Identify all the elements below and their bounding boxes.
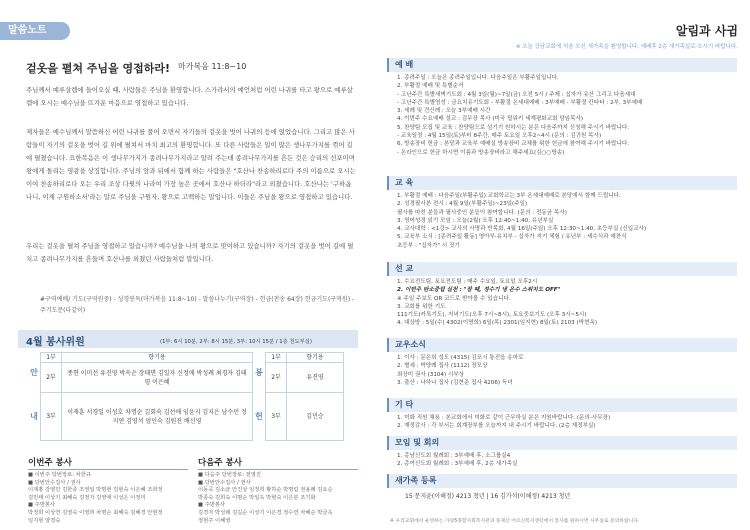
list-item: ■ 주방봉사 — [28, 502, 56, 509]
section-body — [397, 74, 737, 157]
section-meetings — [387, 436, 737, 469]
list-item: 이동곡 김소균 안진상 임정희 황하순 박명림 권용례 김요순 — [198, 487, 333, 494]
list-item: 4. 이번주 수요예배 설교 : 김무장 목사 (미국 털워키 세계평화교회 담임목사) — [397, 116, 584, 123]
sermon-title: 겉옷을 펼쳐 주님을 영접하라! — [26, 62, 171, 75]
list-item: 4. 대상방 : 5일(수) 4302(이명희) 6일(목) 2301(임지현) 8일(토) 2103 (박현옥) — [397, 320, 598, 327]
section-education — [387, 176, 737, 250]
side-label: 헌 — [253, 393, 266, 441]
section-heading: 교우소식 — [387, 338, 737, 352]
duty-table — [28, 352, 344, 441]
section-new-members — [387, 474, 737, 500]
table-cell: 1부 — [266, 353, 287, 363]
list-item: 1. 이사 : 문은희 성도 (4315) 김포시 통진읍 옹마로 — [397, 355, 524, 361]
cell-worship-order: #구역예배/ 기도(구역원중) - 성경봉독(마가복음 11:8~10) - 말씀나누기(구역장) - 헌금(찬송 64장) 헌금기도(구역원) - 주기도문(다같이) — [40, 296, 355, 314]
list-item: 김민태 이상기 최혜숙 김정자 김영애 이성은 이정미 — [28, 494, 146, 501]
list-item: ■ 다음주 당번장로: 전영진 — [198, 472, 262, 478]
list-item: ■ 이번주 당번장로: 차한규 — [28, 472, 92, 478]
list-item: 박종숙 김희숙 이명순 박일옥 박현숙 이은분 조기화 — [198, 494, 316, 501]
list-item: - 온라인으로 헌금 하시면 이름과 방송장비라고 해주세요(김○○방송) — [397, 149, 565, 156]
list-item: 필사를 마친 분들과 필사중인 분들이 참여합니다. (문의 : 전동균 목사) — [397, 209, 567, 216]
list-item: 최상미 권사 (3104) 시부상 — [397, 371, 465, 378]
this-week-list — [28, 472, 193, 525]
section-body — [397, 414, 737, 431]
list-item: 임지현 양경숙 — [28, 517, 61, 524]
section-heading: 교 육 — [387, 176, 737, 190]
list-item: 2. 성경필사본 전시 : 4월 9일(부활주일)~23일(주일) — [397, 201, 528, 208]
sermon-paragraph-1: 주님께서 예루살렘에 들어오실 때, 사람들은 주님을 환영합니다. 스가랴서의 예언처럼 어린 나귀를 타고 왕으로 예루살렘에 오시는 예수님을 뜨겨운 마음으로 영접하고 있습니다. — [26, 86, 353, 107]
list-item: 1. 총남신도회 월례회 : 3부예배 후, 소그룹실4 — [397, 453, 511, 459]
table-cell: 이재훈 서경일 이성호 차명순 김회숙 김선애 임윤지 김지은 남수민 정지연 김영석 엄인숙 김원진 배신영 — [62, 393, 253, 441]
table-cell: 1부 — [41, 353, 62, 363]
this-week-title: 이번주 봉사 — [28, 458, 73, 468]
side-label: 봉 — [253, 353, 266, 393]
section-heading: 선 교 — [387, 262, 737, 276]
sermon-note-tab: 말씀노트 — [0, 22, 70, 40]
list-item: ※ 주일 주보도 QR 코드로 받아볼 수 있습니다. — [397, 295, 511, 302]
list-item: 5. 찬양팀 모집 및 교육 : 찬양팀으로 섬기기 원하시는 분은 다음주까지 신청해 주시기 바랍니다. — [397, 124, 630, 131]
list-item: 3. 세례 및 견신례 : 오늘 3부예배 시간 — [397, 108, 491, 115]
list-item: 박정희 이상연 김영숙 이영희 차명순 최혜숙 김혜경 안현정 — [28, 509, 163, 516]
section-body — [397, 278, 737, 328]
section-other — [387, 398, 737, 431]
list-item: 1. 수요전도팀, 토요전도팀 : 매주 수요일, 토요일 오후2시 — [397, 279, 538, 285]
section-body — [397, 354, 737, 387]
sermon-paragraph-3: 우리는 겉옷을 펼쳐 주님을 영접하고 있습니까? 예수님을 나의 왕으로 맞이하고 있습니까? 자기의 겉옷을 벗어 길에 펼치고 종려나무가지를 흔들며 호산나를 외쳤던 사람들처럼 말입니다. — [26, 242, 354, 263]
table-row — [28, 363, 344, 393]
section-heading: 모임 및 회의 — [387, 436, 737, 450]
list-item: ■ 주방봉사 — [198, 502, 226, 509]
table-header: 향기용 — [287, 353, 344, 363]
list-item: - 고난주간 특별영성 : 금요치유기도회 - 부활절 온세대예배 : 3부예배 - 부활절 칸타타 : 2부, 3부예배 — [397, 99, 643, 106]
left-panel — [0, 0, 370, 530]
table-header: 향기용 — [62, 353, 253, 363]
table-cell: 3부 — [266, 393, 287, 441]
table-cell: 3부 — [41, 393, 62, 441]
side-label: 내 — [28, 393, 41, 441]
list-item: 1. 미화 직원 채용 : 본교회에서 미화로 같이 근무하실 분은 지원바랍니다. (문의-사무장) — [397, 415, 611, 421]
duty-info: (1부: 6시 10분, 2부: 8시 15분, 3부: 10시 15분 / 1층 천도부실) — [160, 339, 312, 345]
section-body — [397, 192, 737, 250]
list-item: 3. 출산 : 나하나 집사 (김현준 집사 4206) 득녀 — [397, 379, 513, 386]
section-heading: 새가족 등록 — [387, 474, 737, 488]
sermon-reference: 마가복음 11:8~10 — [178, 62, 247, 71]
list-item: 이재홍 강영민 김한종 조영일 박명현 김현숙 이은혜 조희정 — [28, 487, 163, 494]
section-mission — [387, 262, 737, 328]
next-week-list — [198, 472, 363, 525]
footer-note: ※ 우리교회에서 운영하는 가양5종합사회복지관과 풍제산 어르신복지센터에서 봉사를 원하시면 사무실로 문의바랍니다. — [390, 519, 640, 524]
list-item: 3. 교회를 위한 기도 — [397, 303, 446, 310]
list-item: 4. 교사대학 : <1강> 교사의 사명과 반목회, 4월 16일(주일) 오후 12:30~1:40, 초등부실 (신입교사) — [397, 226, 647, 233]
table-cell: 2부 — [266, 363, 287, 393]
table-cell: 유진영 — [287, 363, 344, 393]
section-member-news — [387, 338, 737, 387]
list-item: 2. 별세 : 박양례 집사 (1112) 장모상 — [397, 363, 488, 370]
list-item: 1. 부활절 예배 : 다음주일(부활주일) 교회학교는 3부 온세대예배로 본당에서 함께 드립니다. — [397, 193, 621, 199]
section-worship — [387, 58, 737, 157]
table-row — [28, 353, 344, 363]
list-item: ■ 당번안수집사 / 권사 — [198, 479, 251, 486]
list-item: 김경자 박성례 김길순 이성기 이은경 정수연 차혜순 박금옥 — [198, 509, 333, 516]
list-item: 6. 방송장비 헌금 : 본당과 교육부 예배실 방송장비 교체를 위한 헌금에 참여해 주시기 바랍니다. — [397, 141, 630, 148]
list-item: ■ 당번안수집사 / 권사 — [28, 479, 81, 486]
duty-title: 4월 봉사위원 — [26, 337, 85, 348]
table-cell: 2부 — [41, 363, 62, 393]
section-heading: 예 배 — [387, 58, 737, 72]
list-item: 2. 이번주 탄소중립 실천 : "잘 때, 정수기 냉 온수 스위치도 OFF" — [397, 287, 561, 294]
list-item: 5. 교육부 소식 : [종려주일 활동] 영아부·유치부 - 십자가 지기 체험 / 유년부 : 세수식과 예찬식 — [397, 234, 627, 241]
list-item: 2. 재정감사 : 각 부서는 회계장부를 오늘까지 내 주시기 바랍니다. (2층 재정부실) — [397, 423, 596, 430]
announcements-title: 알림과 사귐 — [675, 24, 738, 38]
section-body — [397, 452, 737, 469]
table-cell: 김민승 — [287, 393, 344, 441]
list-item: 1. 종려주일 : 오늘은 종려주일입니다. 다음주일은 부활주일입니다. — [397, 75, 559, 81]
divider — [28, 469, 188, 470]
list-item: - 고난주간 특별새벽기도회 : 4월 3일(월)~7일(금) 오전 5시 / 주제 : 십자가 유산 그리고 다음세대 — [397, 91, 636, 98]
divider — [198, 469, 358, 470]
sermon-paragraph-2: 제자들은 예수님께서 말씀하신 어린 나귀를 풀어 오면서 자기들의 겉옷을 벗어 나귀의 등에 얹었습니다. 그리고 많은 사람들이 자기의 겉옷을 벗어 길 위에 펼쳐서 마치 최고의 환영합니다. 또 다른 사람들은 일이 많은 생나무가지를 꺾어 길에 펼쳤습니다. 요한복음은 이 생나무가지가 종려나무가지라고 알려 주는데 종려나무가지를 흔든 것은 승리의 선포이며 왕에게 돌리는 영광을 상징합니다. 주님의 앞과 뒤에서 함께 하는 사람들은 "호산나 찬송하리로다 주의 이름으로 오시는 이여 찬송하리로다 오는 우리 조상 다윗의 나라여 가장 높은 곳에서 호산나 하더라"라고 외쳤습니다. 호산나는 '구하옵나니, 이제 구원하소서'라는 말로 주님을 구원자, 왕으로 고백하는 말입니다. 이들은 주님을 왕으로 영접하고 있습니다. — [26, 128, 356, 201]
list-item: - 교육일정 : 4월 15일(토)부터 8주간, 매주 토요일 오후2~4시 (문의 : 김귀원 목사) — [397, 133, 602, 140]
list-item: 2. 총여신도회 월례회 : 3부예배 후, 2층 새가족실 — [397, 461, 518, 468]
table-row — [28, 393, 344, 441]
table-cell: 종현 이미선 유진영 박옥순 장태면 김일자 신정애 박성례 최경자 김태령 이은혜 — [62, 363, 253, 393]
list-item: 111기도(카톡기도), 저녁기도(오후 7시~8시), 토요중보기도 (오후 3시~5시) — [397, 312, 587, 319]
next-week-title: 다음주 봉사 — [198, 458, 243, 468]
list-item: 정현주 이혜영 — [198, 517, 231, 524]
list-item: 2. 부활절 예배 및 특별순서 — [397, 83, 464, 90]
list-item: 초등부 : "십자가" 시 짓기 — [397, 242, 460, 249]
list-item: 3. 영어성경 읽기 모임 : 오늘(2월) 오후 12:40~1:40, 유년부실 — [397, 217, 554, 224]
side-label: 안 — [28, 353, 41, 393]
welcome-note: ※ 오늘 강남교회에 처음 오신 새가족을 환영합니다. 예배후 2층 새가족실로 오시기 바랍니다. — [515, 44, 738, 50]
new-member-registration: 15 문지윤(이해정) 4213 청년 | 16 김가석(이해정) 4213 청년 — [405, 493, 571, 500]
section-heading: 기 타 — [387, 398, 737, 412]
